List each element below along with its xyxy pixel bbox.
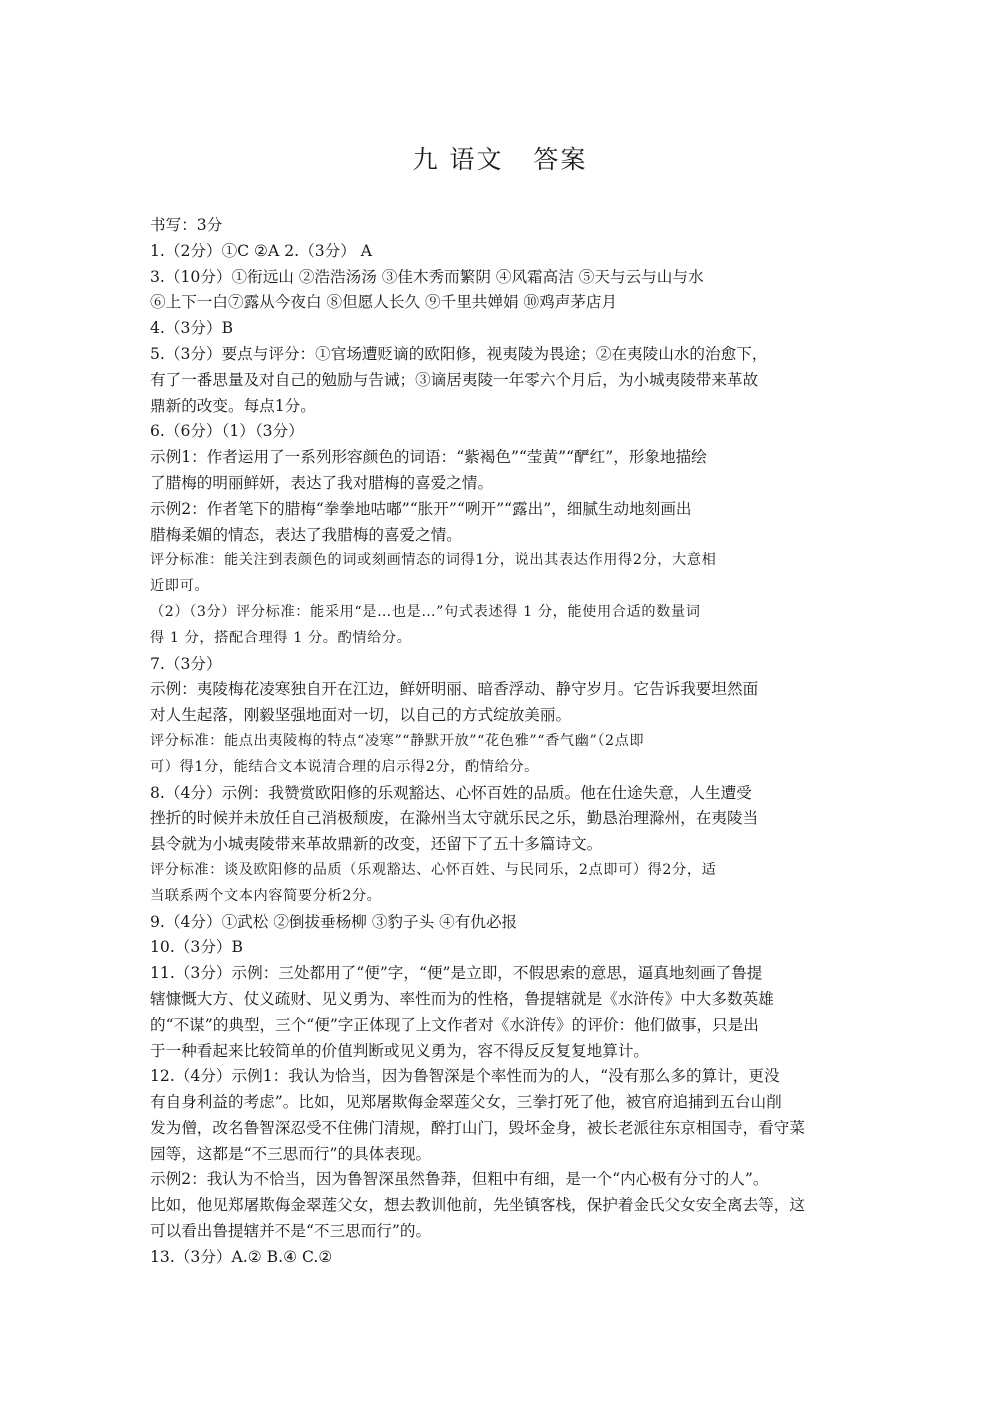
text-line: 辖慷慨大方、仗义疏财、见义勇为、率性而为的性格，鲁提辖就是《水浒传》中大多数英雄 xyxy=(150,989,774,1008)
text-line: 5.（3分）要点与评分：①官场遭贬谪的欧阳修，视夷陵为畏途；②在夷陵山水的治愈下， xyxy=(150,344,768,363)
text-line: 示例2：作者笔下的腊梅“拳拳地咕嘟”“胀开”“咧开”“露出”，细腻生动地刻画出 xyxy=(150,499,692,518)
text-line: 对人生起落，刚毅坚强地面对一切，以自己的方式绽放美丽。 xyxy=(150,706,572,725)
text-line: 评分标准：能点出夷陵梅的特点“凌寒”“静默开放”“花色雅”“香气幽”（2点即 xyxy=(150,732,645,749)
text-line: 7.（3分） xyxy=(150,654,222,673)
page-title: 九 语文 答案 xyxy=(412,145,588,174)
text-line: 3.（10分）①衔远山 ②浩浩汤汤 ③佳木秀而繁阴 ④风霜高洁 ⑤天与云与山与水 xyxy=(150,267,704,286)
text-line: 发为僧，改名鲁智深忍受不住佛门清规，醉打山门，毁坏金身，被长老派往东京相国寺，看守菜 xyxy=(150,1118,805,1137)
text-line: 有了一番思量及对自己的勉励与告诫；③谪居夷陵一年零六个月后，为小城夷陵带来革故 xyxy=(150,370,759,389)
text-line: 可以看出鲁提辖并不是“不三思而行”的。 xyxy=(150,1222,432,1241)
text-line: 评分标准：谈及欧阳修的品质（乐观豁达、心怀百姓、与民同乐，2点即可）得2分，适 xyxy=(150,861,717,878)
text-line: 10.（3分）B xyxy=(150,938,243,957)
text-line: 比如，他见郑屠欺侮金翠莲父女，想去教训他前，先坐镇客栈，保护着金氏父女安全离去等，这 xyxy=(150,1196,805,1215)
text-line: 得 1 分，搭配合理得 1 分。酌情给分。 xyxy=(150,629,412,646)
text-line: 评分标准：能关注到表颜色的词或刻画情态的词得1分，说出其表达作用得2分，大意相 xyxy=(150,552,717,569)
text-line: 近即可。 xyxy=(150,578,210,595)
text-line: 1.（2分）①C ②A 2.（3分） A xyxy=(150,241,373,260)
text-line: 的“不谋”的典型，三个“便”字正体现了上文作者对《水浒传》的评价：他们做事，只是出 xyxy=(150,1015,759,1034)
text-line: 6.（6分）（1）（3分） xyxy=(150,422,304,441)
text-line: 12.（4分）示例1：我认为恰当，因为鲁智深是个率性而为的人，“没有那么多的算计，更没 xyxy=(150,1067,780,1086)
text-line: 13.（3分）A.② B.④ C.② xyxy=(150,1247,333,1266)
text-line: 当联系两个文本内容简要分析2分。 xyxy=(150,887,382,904)
text-line: 园等，这都是“不三思而行”的具体表现。 xyxy=(150,1144,432,1163)
text-line: ⑥上下一白⑦露从今夜白 ⑧但愿人长久 ⑨千里共婵娟 ⑩鸡声茅店月 xyxy=(150,293,618,312)
text-line: 书写：3分 xyxy=(150,216,223,234)
text-line: 示例2：我认为不恰当，因为鲁智深虽然鲁莽，但粗中有细，是一个“内心极有分寸的人”。 xyxy=(150,1170,769,1189)
text-line: 挫折的时候并未放任自己消极颓废，在滁州当太守就乐民之乐，勤恳治理滁州，在夷陵当 xyxy=(150,809,759,828)
text-line: 了腊梅的明丽鲜妍，表达了我对腊梅的喜爱之情。 xyxy=(150,473,494,492)
text-line: 鼎新的改变。每点1分。 xyxy=(150,396,316,415)
text-line: 于一种看起来比较简单的价值判断或见义勇为，容不得反反复复地算计。 xyxy=(150,1041,650,1060)
text-line: 4.（3分）B xyxy=(150,319,234,338)
text-line: 有自身利益的考虑”。比如，见郑屠欺侮金翠莲父女，三拳打死了他，被官府追捕到五台山削 xyxy=(150,1093,782,1112)
text-line: 9.（4分）①武松 ②倒拔垂杨柳 ③豹子头 ④有仇必报 xyxy=(150,912,518,931)
text-line: 可）得1分，能结合文本说清合理的启示得2分，酌情给分。 xyxy=(150,758,539,775)
text-line: 8.（4分）示例：我赞赏欧阳修的乐观豁达、心怀百姓的品质。他在仕途失意，人生遭受 xyxy=(150,783,752,802)
text-line: 11.（3分）示例：三处都用了“便”字，“便”是立即，不假思索的意思，逼真地刻画了鲁提 xyxy=(150,964,763,983)
text-line: （2）（3分）评分标准：能采用“是…也是…”句式表述得 1 分，能使用合适的数量词 xyxy=(150,603,701,620)
answer-content xyxy=(150,213,862,1271)
text-line: 县令就为小城夷陵带来革故鼎新的改变，还留下了五十多篇诗文。 xyxy=(150,835,603,854)
text-line: 示例：夷陵梅花凌寒独自开在江边，鲜妍明丽、暗香浮动、静守岁月。它告诉我要坦然面 xyxy=(150,680,759,699)
text-line: 示例1：作者运用了一系列形容颜色的词语：“紫褐色”“莹黄”“酽红”，形象地描绘 xyxy=(150,448,707,467)
text-line: 腊梅柔媚的情态，表达了我腊梅的喜爱之情。 xyxy=(150,525,462,544)
